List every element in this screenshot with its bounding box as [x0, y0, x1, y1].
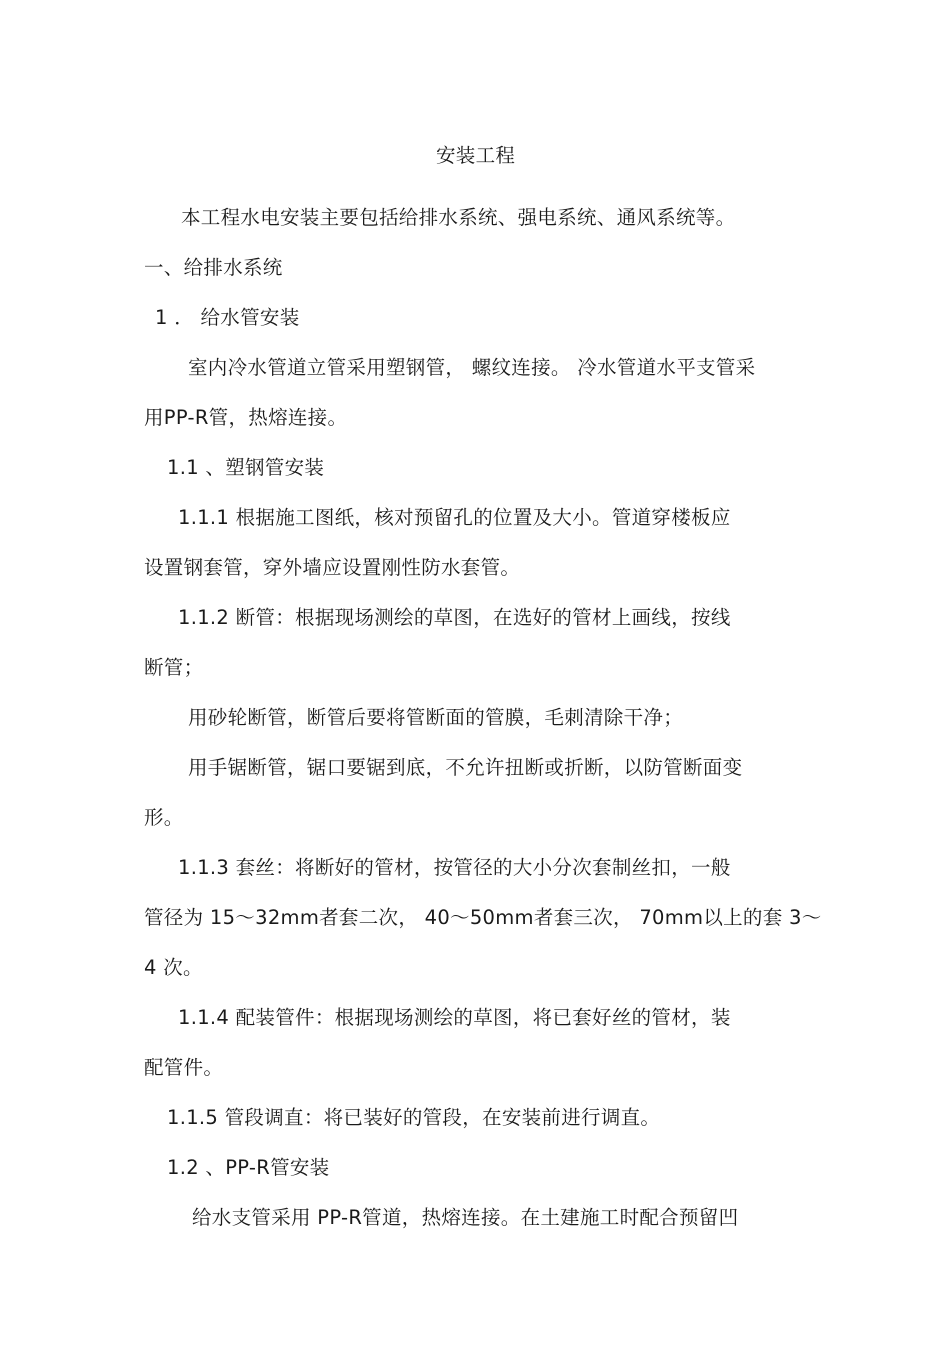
- paragraph-line: 形。: [144, 806, 184, 829]
- paragraph-line: 管径为 15～32mm者套二次， 40～50mm者套三次， 70mm以上的套 3～: [144, 906, 822, 929]
- paragraph-line: 给水支管采用 PP-R管道，热熔连接。在土建施工时配合预留凹: [192, 1206, 739, 1229]
- subsection-heading: 1 ． 给水管安装: [155, 306, 300, 329]
- section-heading: 一、给排水系统: [144, 256, 283, 279]
- paragraph-line: 用砂轮断管，断管后要将管断面的管膜，毛刺清除干净；: [188, 706, 684, 729]
- paragraph-line: 用手锯断管，锯口要锯到底，不允许扭断或折断，以防管断面变: [188, 756, 743, 779]
- document-title: 安装工程: [436, 144, 516, 167]
- paragraph-line: 1.1.5 管段调直：将已装好的管段，在安装前进行调直。: [167, 1106, 661, 1129]
- paragraph-line: 4 次。: [144, 956, 203, 979]
- paragraph-line: 本工程水电安装主要包括给排水系统、强电系统、通风系统等。: [181, 206, 736, 229]
- paragraph-line: 设置钢套管，穿外墙应设置刚性防水套管。: [144, 556, 521, 579]
- paragraph-line: 断管；: [144, 656, 204, 679]
- paragraph-line: 1.1.2 断管：根据现场测绘的草图，在选好的管材上画线，按线: [178, 606, 731, 629]
- paragraph-line: 配管件。: [144, 1056, 224, 1079]
- paragraph-line: 用PP-R管，热熔连接。: [144, 406, 348, 429]
- paragraph-line: 1.1.4 配装管件：根据现场测绘的草图，将已套好丝的管材，装: [178, 1006, 731, 1029]
- subsection-heading: 1.1 、塑钢管安装: [167, 456, 325, 479]
- subsection-heading: 1.2 、PP-R管安装: [167, 1156, 330, 1179]
- paragraph-line: 1.1.1 根据施工图纸，核对预留孔的位置及大小。管道穿楼板应: [178, 506, 731, 529]
- paragraph-line: 1.1.3 套丝：将断好的管材，按管径的大小分次套制丝扣，一般: [178, 856, 731, 879]
- paragraph-line: 室内冷水管道立管采用塑钢管， 螺纹连接。 冷水管道水平支管采: [188, 356, 756, 379]
